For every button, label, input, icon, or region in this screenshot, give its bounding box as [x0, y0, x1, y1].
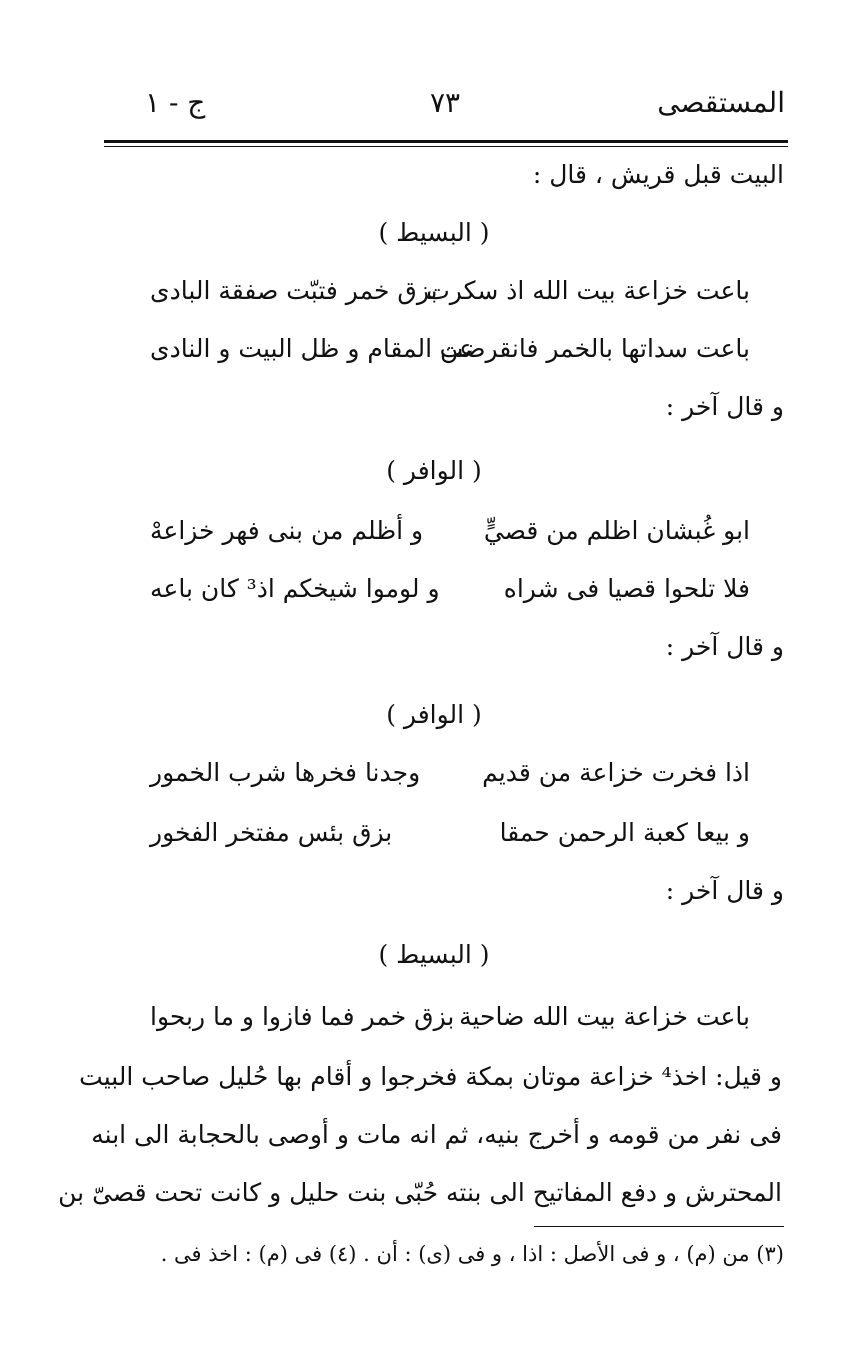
verse-second-hemistich: وجدنا فخرها شرب الخمور: [150, 758, 421, 787]
header-rule-thin: [104, 146, 788, 147]
book-title: المستقصى: [657, 86, 785, 119]
verse-second-hemistich: و أظلم من بنى فهر خزاعهْ: [150, 516, 424, 545]
verse-first-hemistich: اذا فخرت خزاعة من قديم: [482, 758, 750, 787]
said-another-line: و قال آخر :: [665, 876, 784, 905]
verse-first-hemistich: ابو غُبشان اظلم من قصيٍّ: [483, 516, 750, 545]
verse-first-hemistich: باعت خزاعة بيت الله اذ سكرت: [426, 276, 750, 305]
intro-line: البيت قبل قريش ، قال :: [532, 160, 784, 189]
verse-first-hemistich: فلا تلحوا قصيا فى شراه: [503, 574, 750, 603]
meter-heading: ( الوافر ): [386, 700, 482, 729]
prose-line: المحترش و دفع المفاتيح الى بنته حُبّى بنت حليل و كانت تحت قصىّ بن: [58, 1178, 782, 1207]
prose-line: و قيل: اخذ⁴ خزاعة موتان بمكة فخرجوا و أقام بها حُليل صاحب البيت: [79, 1062, 782, 1091]
verse-first-hemistich: و بيعا كعبة الرحمن حمقا: [499, 818, 750, 847]
footnote: (٣) من (م) ، و فى الأصل : اذا ، و فى (ى) : أن . (٤) فى (م) : اخذ فى .: [160, 1242, 784, 1266]
page-number: ٧٣: [429, 86, 461, 119]
volume-label: ج - ١: [145, 86, 206, 119]
verse-second-hemistich: بزق خمر فتبّت صفقة البادى: [150, 276, 438, 305]
header-rule-thick: [104, 140, 788, 143]
verse-second-hemistich: بزق خمر فما فازوا و ما ربحوا: [150, 1002, 455, 1031]
verse-second-hemistich: و لوموا شيخكم اذ³ كان باعه: [150, 574, 440, 603]
verse-second-hemistich: عن المقام و ظل البيت و النادى: [150, 334, 474, 363]
meter-heading: ( البسيط ): [378, 940, 490, 969]
said-another-line: و قال آخر :: [665, 632, 784, 661]
meter-heading: ( البسيط ): [378, 218, 490, 247]
meter-heading: ( الوافر ): [386, 456, 482, 485]
said-another-line: و قال آخر :: [665, 392, 784, 421]
prose-line: فى نفر من قومه و أخرج بنيه، ثم انه مات و أوصى بالحجابة الى ابنه: [91, 1120, 782, 1149]
verse-first-hemistich: باعت سداتها بالخمر فانقرضت: [439, 334, 750, 363]
running-header: [105, 86, 785, 130]
verse-first-hemistich: باعت خزاعة بيت الله ضاحية: [459, 1002, 750, 1031]
footnote-rule: [534, 1226, 784, 1227]
verse-second-hemistich: بزق بئس مفتخر الفخور: [150, 818, 393, 847]
